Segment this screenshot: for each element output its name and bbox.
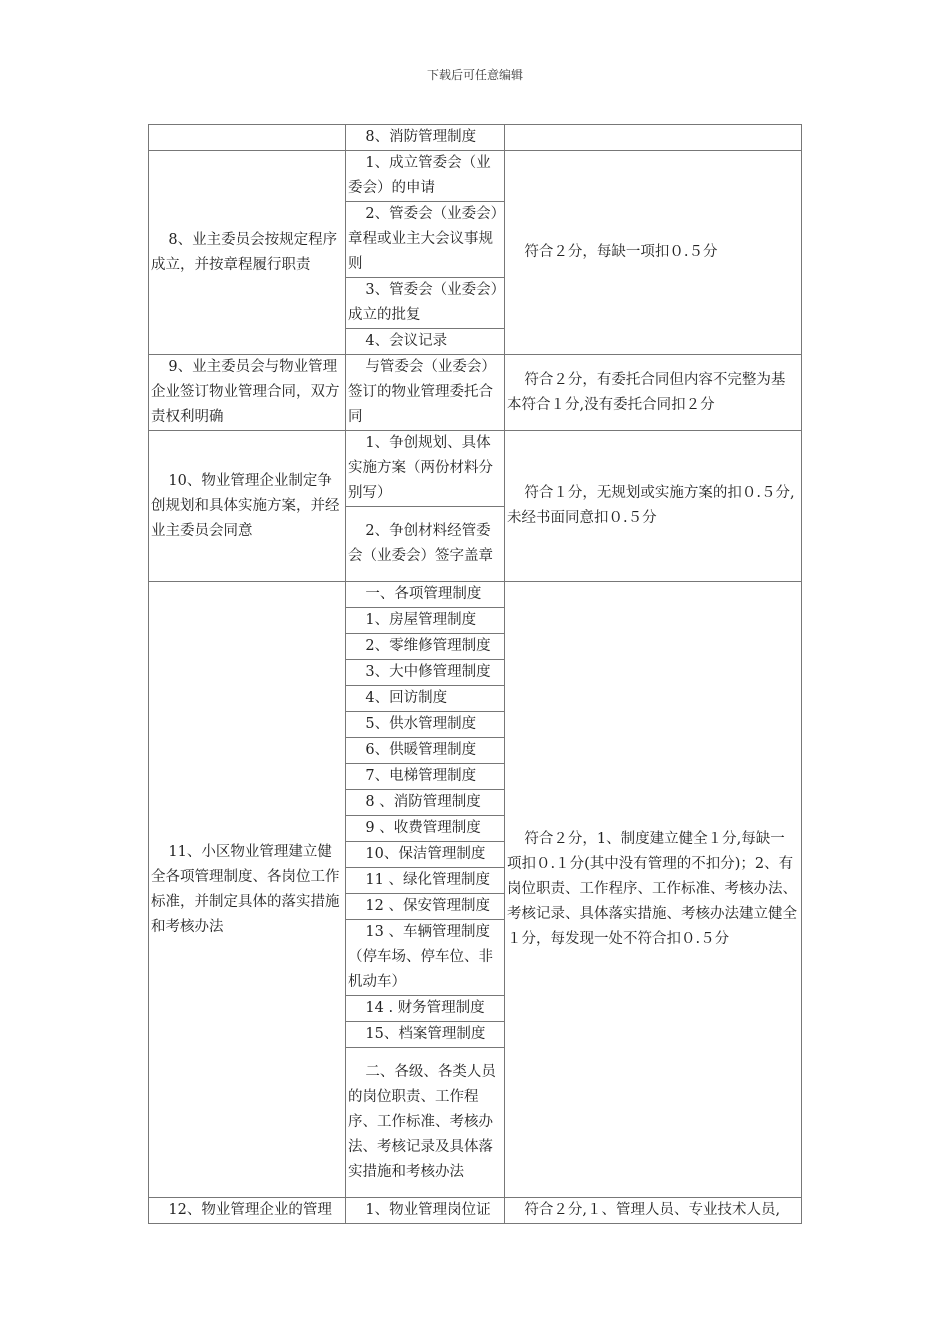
assessment-table <box>148 124 802 1224</box>
item-cell: 14 . 财务管理制度 <box>346 996 505 1022</box>
item-cell: 7、电梯管理制度 <box>346 764 505 790</box>
scoring-cell: 符合１分，无规划或实施方案的扣０.５分,未经书面同意扣０.５分 <box>505 431 802 582</box>
item-cell: 2、零维修管理制度 <box>346 634 505 660</box>
table-row <box>149 1198 802 1224</box>
item-cell: 15、档案管理制度 <box>346 1022 505 1048</box>
item-cell: 1、物业管理岗位证 <box>346 1198 505 1224</box>
item-cell: 1、成立管委会（业委会）的申请 <box>346 151 505 202</box>
item-cell: 2、管委会（业委会）章程或业主大会议事规则 <box>346 202 505 278</box>
scoring-cell: 符合２分,１、管理人员、专业技术人员, <box>505 1198 802 1224</box>
scoring-cell: 符合２分，有委托合同但内容不完整为基本符合１分,没有委托合同扣２分 <box>505 355 802 431</box>
criterion-cell: 8、业主委员会按规定程序成立，并按章程履行职责 <box>149 151 346 355</box>
item-cell: 10、保洁管理制度 <box>346 842 505 868</box>
item-cell: 5、供水管理制度 <box>346 712 505 738</box>
item-cell: 二、各级、各类人员的岗位职责、工作程序、工作标准、考核办法、考核记录及具体落实措施和考核办法 <box>346 1048 505 1198</box>
item-cell: 3、管委会（业委会）成立的批复 <box>346 278 505 329</box>
table-row <box>149 582 802 608</box>
criterion-cell: 10、物业管理企业制定争创规划和具体实施方案，并经业主委员会同意 <box>149 431 346 582</box>
item-cell: 2、争创材料经管委会（业委会）签字盖章 <box>346 507 505 582</box>
item-cell: 11 、绿化管理制度 <box>346 868 505 894</box>
scoring-cell <box>505 125 802 151</box>
item-cell: 9 、收费管理制度 <box>346 816 505 842</box>
criterion-cell: 9、业主委员会与物业管理企业签订物业管理合同，双方责权利明确 <box>149 355 346 431</box>
table-row <box>149 431 802 507</box>
page-header: 下载后可任意编辑 <box>426 68 523 82</box>
item-cell: 13 、车辆管理制度（停车场、停车位、非机动车） <box>346 920 505 996</box>
table-row <box>149 125 802 151</box>
item-cell: 12 、保安管理制度 <box>346 894 505 920</box>
item-cell: 1、房屋管理制度 <box>346 608 505 634</box>
table-row <box>149 151 802 202</box>
item-cell: 3、大中修管理制度 <box>346 660 505 686</box>
criterion-cell: 12、物业管理企业的管理 <box>149 1198 346 1224</box>
item-cell: 与管委会（业委会）签订的物业管理委托合同 <box>346 355 505 431</box>
table-row <box>149 355 802 431</box>
item-cell: 1、争创规划、具体实施方案（两份材料分别写） <box>346 431 505 507</box>
item-cell: 4、回访制度 <box>346 686 505 712</box>
item-cell: 8、消防管理制度 <box>346 125 505 151</box>
item-cell: 8 、消防管理制度 <box>346 790 505 816</box>
item-cell: 一、各项管理制度 <box>346 582 505 608</box>
criterion-cell <box>149 125 346 151</box>
scoring-cell: 符合２分，每缺一项扣０.５分 <box>505 151 802 355</box>
item-cell: 4、会议记录 <box>346 329 505 355</box>
scoring-cell: 符合２分，1、制度建立健全１分,每缺一项扣０.１分(其中没有管理的不扣分)；2、有岗位职责、工作程序、工作标准、考核办法、考核记录、具体落实措施、考核办法建立健全１分，每发现一处不符合扣０.５分 <box>505 582 802 1198</box>
criterion-cell: 11、小区物业管理建立健全各项管理制度、各岗位工作标准，并制定具体的落实措施和考核办法 <box>149 582 346 1198</box>
item-cell: 6、供暖管理制度 <box>346 738 505 764</box>
